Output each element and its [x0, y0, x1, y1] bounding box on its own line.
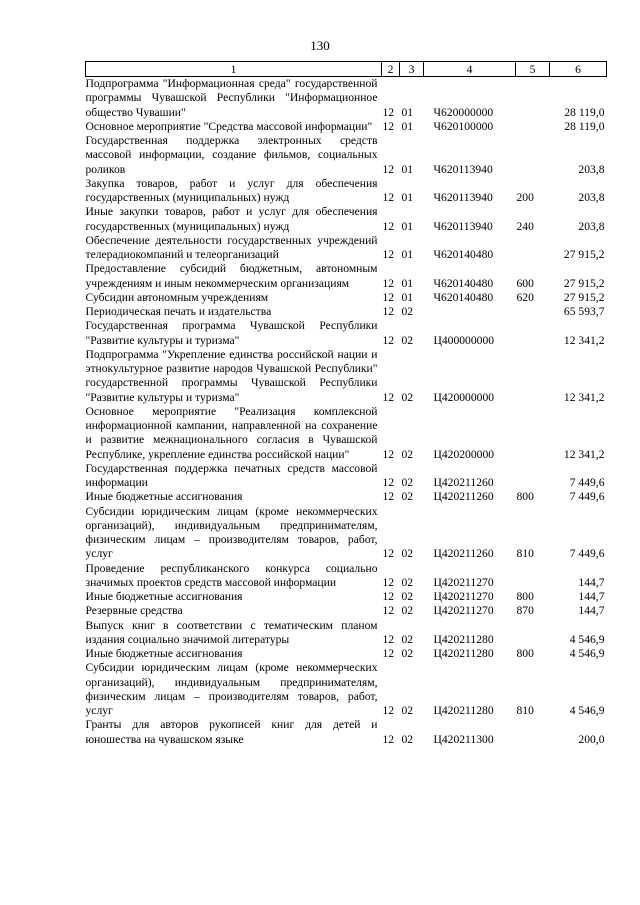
table-row — [86, 134, 607, 177]
row-name: Основное мероприятие "Реализация комплексной информационной кампании, направленной на сохранение и развитие межнационального согласия в Чувашской Республике, укрепление единства российской нации" — [85, 404, 378, 461]
table-header — [86, 62, 607, 77]
row-name: Закупка товаров, работ и услуг для обеспечения государственных (муниципальных) нужд — [85, 176, 378, 204]
row-target-article: Ц420211280 — [433, 704, 494, 717]
row-expense-type: 810 — [516, 704, 534, 717]
table-row — [86, 604, 607, 618]
row-target-article — [424, 305, 516, 319]
row-expense-type — [516, 405, 550, 462]
table-row — [86, 661, 607, 718]
row-section: 12 — [382, 632, 395, 646]
table-row — [86, 718, 607, 747]
row-target-article: Ч620140480 — [433, 248, 494, 261]
row-subsection: 02 — [401, 590, 414, 603]
row-expense-type — [516, 462, 550, 491]
row-expense-type: 870 — [516, 604, 534, 618]
row-expense-type: 600 — [516, 276, 534, 290]
column-header-expense-type: 5 — [516, 62, 550, 77]
row-section: 12 — [382, 575, 395, 589]
row-name: Обеспечение деятельности государственных учреждений телерадиокомпаний и телеорганизаций — [85, 233, 378, 261]
row-expense-type — [516, 234, 550, 263]
row-section: 12 — [382, 447, 395, 461]
row-section: 12 — [382, 119, 395, 133]
row-expense-type — [516, 120, 550, 134]
row-name: Иные бюджетные ассигнования — [85, 647, 243, 660]
row-subsection: 02 — [401, 547, 414, 561]
row-amount: 203,8 — [578, 219, 605, 233]
row-name: Государственная программа Чувашской Республики "Развитие культуры и туризма" — [85, 319, 378, 347]
row-target-article: Ц420211260 — [433, 476, 494, 489]
row-section: 12 — [382, 191, 395, 204]
row-target-article: Ц420211270 — [433, 575, 494, 589]
row-expense-type: 800 — [516, 647, 534, 660]
table-row — [86, 120, 607, 134]
page-number: 130 — [310, 38, 330, 53]
row-section: 12 — [382, 590, 395, 603]
row-target-article: Ц420211280 — [433, 632, 494, 646]
row-expense-type — [516, 562, 550, 591]
row-expense-type — [516, 319, 550, 348]
row-expense-type — [516, 348, 550, 405]
row-section: 12 — [382, 490, 395, 504]
row-expense-type: 800 — [516, 590, 534, 603]
row-section: 12 — [382, 276, 395, 290]
row-name: Подпрограмма "Информационная среда" государственной программы Чувашской Республики "Информационное общество Чувашии" — [85, 77, 378, 119]
row-name: Субсидии юридическим лицам (кроме некоммерческих организаций), индивидуальным предпринимателям, физическим лицам – производителям товаров, работ, услуг — [85, 661, 378, 717]
row-subsection: 02 — [401, 490, 414, 504]
row-subsection: 01 — [401, 248, 414, 261]
row-target-article: Ц420211300 — [433, 732, 494, 746]
column-header-amount: 6 — [550, 62, 607, 77]
row-amount: 65 593,7 — [563, 305, 605, 318]
row-name: Иные закупки товаров, работ и услуг для обеспечения государственных (муниципальных) нужд — [85, 205, 378, 233]
row-subsection: 01 — [401, 191, 414, 204]
row-section: 12 — [382, 290, 395, 304]
row-subsection: 02 — [401, 704, 414, 717]
row-subsection: 02 — [401, 732, 414, 746]
row-expense-type: 620 — [516, 290, 534, 304]
table-row — [86, 291, 607, 305]
row-target-article: Ч620140480 — [433, 276, 494, 290]
row-amount: 7 449,6 — [569, 547, 605, 561]
table-row — [86, 262, 607, 291]
row-subsection: 01 — [401, 219, 414, 233]
column-header-subsection: 3 — [400, 62, 424, 77]
row-subsection: 02 — [401, 305, 414, 318]
row-target-article: Ц420211270 — [433, 590, 494, 603]
row-expense-type: 240 — [516, 219, 534, 233]
row-subsection: 02 — [401, 390, 414, 404]
table-row — [86, 177, 607, 206]
row-subsection: 02 — [401, 632, 414, 646]
row-subsection: 01 — [401, 276, 414, 290]
row-amount: 12 341,2 — [563, 447, 605, 461]
table-row — [86, 234, 607, 263]
row-section: 12 — [382, 732, 395, 746]
row-target-article: Ч620000000 — [433, 105, 494, 119]
row-amount: 27 915,2 — [563, 248, 605, 261]
row-subsection: 02 — [401, 575, 414, 589]
row-target-article: Ц420000000 — [433, 390, 495, 404]
row-target-article: Ц420211260 — [433, 490, 494, 504]
row-section: 12 — [382, 248, 395, 261]
column-header-name: 1 — [86, 62, 382, 77]
row-subsection: 02 — [401, 647, 414, 660]
row-amount: 7 449,6 — [569, 490, 605, 504]
row-name: Гранты для авторов рукописей книг для детей и юношества на чувашском языке — [85, 718, 378, 746]
row-amount: 144,7 — [578, 590, 605, 603]
row-amount: 28 119,0 — [564, 105, 605, 119]
row-target-article: Ц420211260 — [433, 547, 494, 561]
column-header-section: 2 — [382, 62, 400, 77]
row-expense-type — [516, 619, 550, 648]
row-subsection: 02 — [401, 476, 414, 489]
row-section: 12 — [382, 704, 395, 717]
row-section: 12 — [382, 305, 395, 318]
row-amount: 27 915,2 — [563, 290, 605, 304]
row-amount: 7 449,6 — [569, 476, 605, 489]
row-target-article: Ч620100000 — [433, 119, 494, 133]
row-amount: 12 341,2 — [563, 390, 605, 404]
row-section: 12 — [382, 476, 395, 489]
row-amount: 203,8 — [578, 191, 605, 204]
row-target-article: Ч620113940 — [433, 191, 493, 204]
row-section: 12 — [382, 162, 395, 176]
row-subsection: 01 — [401, 119, 414, 133]
row-expense-type — [516, 718, 550, 747]
budget-table — [85, 61, 607, 747]
row-expense-type: 200 — [516, 191, 534, 204]
table-row — [86, 348, 607, 405]
row-section: 12 — [382, 333, 395, 347]
row-name: Подпрограмма "Укрепление единства российской нации и этнокультурное развитие народов Чувашской Республики" государственной программы Чувашской Республики "Развитие культуры и туризма" — [85, 347, 378, 404]
row-target-article: Ч620113940 — [433, 162, 493, 176]
row-name: Периодическая печать и издательства — [85, 305, 272, 318]
row-amount: 200,0 — [578, 732, 605, 746]
table-row — [86, 590, 607, 604]
row-name: Субсидии юридическим лицам (кроме некоммерческих организаций), индивидуальным предпринимателям, физическим лицам – производителям товаров, работ, услуг — [85, 504, 378, 561]
row-name: Предоставление субсидий бюджетным, автономным учреждениям и иным некоммерческим организациям — [85, 262, 378, 290]
row-section: 12 — [382, 390, 395, 404]
row-amount: 203,8 — [578, 162, 605, 176]
row-expense-type: 810 — [516, 547, 534, 561]
row-amount: 27 915,2 — [563, 276, 605, 290]
row-target-article: Ц420211270 — [433, 604, 494, 618]
table-row — [86, 562, 607, 591]
row-name: Государственная поддержка электронных средств массовой информации, создание фильмов, социальных роликов — [85, 134, 378, 176]
row-amount: 28 119,0 — [564, 119, 605, 133]
row-section: 12 — [382, 547, 395, 561]
row-name: Субсидии автономным учреждениям — [85, 290, 269, 304]
header-row — [86, 62, 607, 77]
row-amount: 144,7 — [578, 575, 605, 589]
row-subsection: 02 — [401, 604, 414, 618]
table-row — [86, 505, 607, 562]
row-name: Основное мероприятие "Средства массовой информации" — [85, 119, 373, 133]
row-name: Иные бюджетные ассигнования — [85, 590, 243, 603]
row-subsection: 02 — [401, 333, 414, 347]
row-target-article: Ц400000000 — [433, 333, 495, 347]
table-row — [86, 77, 607, 120]
table-row — [86, 490, 607, 504]
row-target-article: Ч620113940 — [433, 219, 493, 233]
row-section: 12 — [382, 219, 395, 233]
row-amount: 4 546,9 — [569, 704, 605, 717]
row-amount: 4 546,9 — [569, 632, 605, 646]
table-row — [86, 647, 607, 661]
row-amount: 12 341,2 — [563, 333, 605, 347]
row-target-article: Ч620140480 — [433, 290, 494, 304]
row-amount: 4 546,9 — [569, 647, 605, 660]
table-row — [86, 305, 607, 319]
row-amount: 144,7 — [578, 604, 605, 618]
row-name: Иные бюджетные ассигнования — [85, 490, 243, 504]
row-section: 12 — [382, 647, 395, 660]
column-header-target-article: 4 — [424, 62, 516, 77]
row-target-article: Ц420211280 — [433, 647, 494, 660]
table-row — [86, 619, 607, 648]
row-subsection: 01 — [401, 162, 414, 176]
row-name: Проведение республиканского конкурса социально значимых проектов средств массовой информации — [85, 561, 378, 589]
row-name: Резервные средства — [85, 604, 183, 618]
row-subsection: 01 — [401, 105, 414, 119]
row-section: 12 — [382, 105, 395, 119]
row-expense-type — [516, 77, 550, 120]
table-row — [86, 205, 607, 234]
row-section: 12 — [382, 604, 395, 618]
table-body — [86, 77, 607, 747]
table-row — [86, 405, 607, 462]
table-row — [86, 462, 607, 491]
table-row — [86, 319, 607, 348]
row-subsection: 01 — [401, 290, 414, 304]
row-target-article: Ц420200000 — [433, 447, 495, 461]
row-subsection: 02 — [401, 447, 414, 461]
row-expense-type: 800 — [516, 490, 534, 504]
row-name: Государственная поддержка печатных средств массовой информации — [85, 461, 378, 489]
row-expense-type — [516, 305, 550, 319]
row-expense-type — [516, 134, 550, 177]
row-name: Выпуск книг в соответствии с тематическим планом издания социально значимой литературы — [85, 618, 378, 646]
